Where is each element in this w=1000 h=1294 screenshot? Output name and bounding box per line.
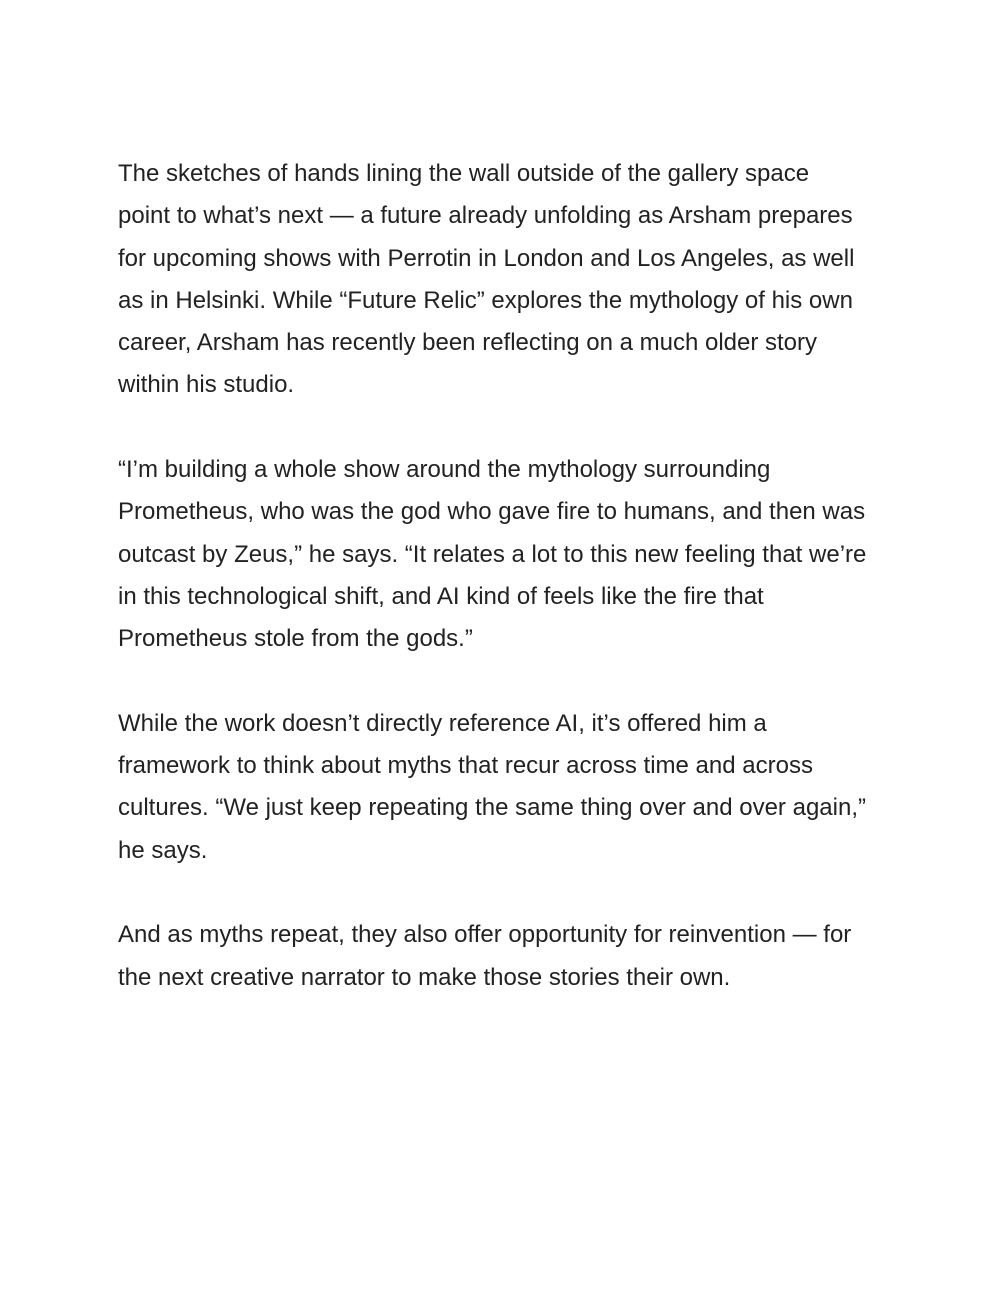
paragraph-line: framework to think about myths that recur across time and across [118, 752, 813, 780]
article-body [118, 153, 898, 999]
paragraph-line: Prometheus, who was the god who gave fire to humans, and then was [118, 498, 866, 526]
paragraph-3 [118, 703, 898, 872]
paragraph-line: career, Arsham has recently been reflecting on a much older story [118, 329, 818, 357]
paragraph-line: While the work doesn’t directly reference AI, it’s offered him a [118, 709, 767, 737]
paragraph-line: And as myths repeat, they also offer opportunity for reinvention — for [118, 921, 852, 949]
paragraph-line: in this technological shift, and AI kind of feels like the fire that [118, 582, 764, 610]
paragraph-line: within his studio. [118, 371, 295, 399]
paragraph-line: for upcoming shows with Perrotin in London and Los Angeles, as well [118, 244, 855, 272]
paragraph-line: Prometheus stole from the gods.” [118, 625, 473, 653]
paragraph-1 [118, 153, 898, 407]
paragraph-4 [118, 914, 898, 999]
paragraph-line: cultures. “We just keep repeating the same thing over and over again,” [118, 794, 866, 822]
paragraph-line: as in Helsinki. While “Future Relic” explores the mythology of his own [118, 286, 853, 314]
paragraph-line: “I’m building a whole show around the mythology surrounding [118, 456, 771, 484]
paragraph-line: the next creative narrator to make those stories their own. [118, 963, 731, 991]
paragraph-2 [118, 449, 898, 660]
paragraph-line: he says. [118, 836, 208, 864]
paragraph-line: outcast by Zeus,” he says. “It relates a lot to this new feeling that we’re [118, 540, 867, 568]
paragraph-line: The sketches of hands lining the wall outside of the gallery space [118, 160, 810, 187]
paragraph-line: point to what’s next — a future already unfolding as Arsham prepares [118, 202, 853, 230]
